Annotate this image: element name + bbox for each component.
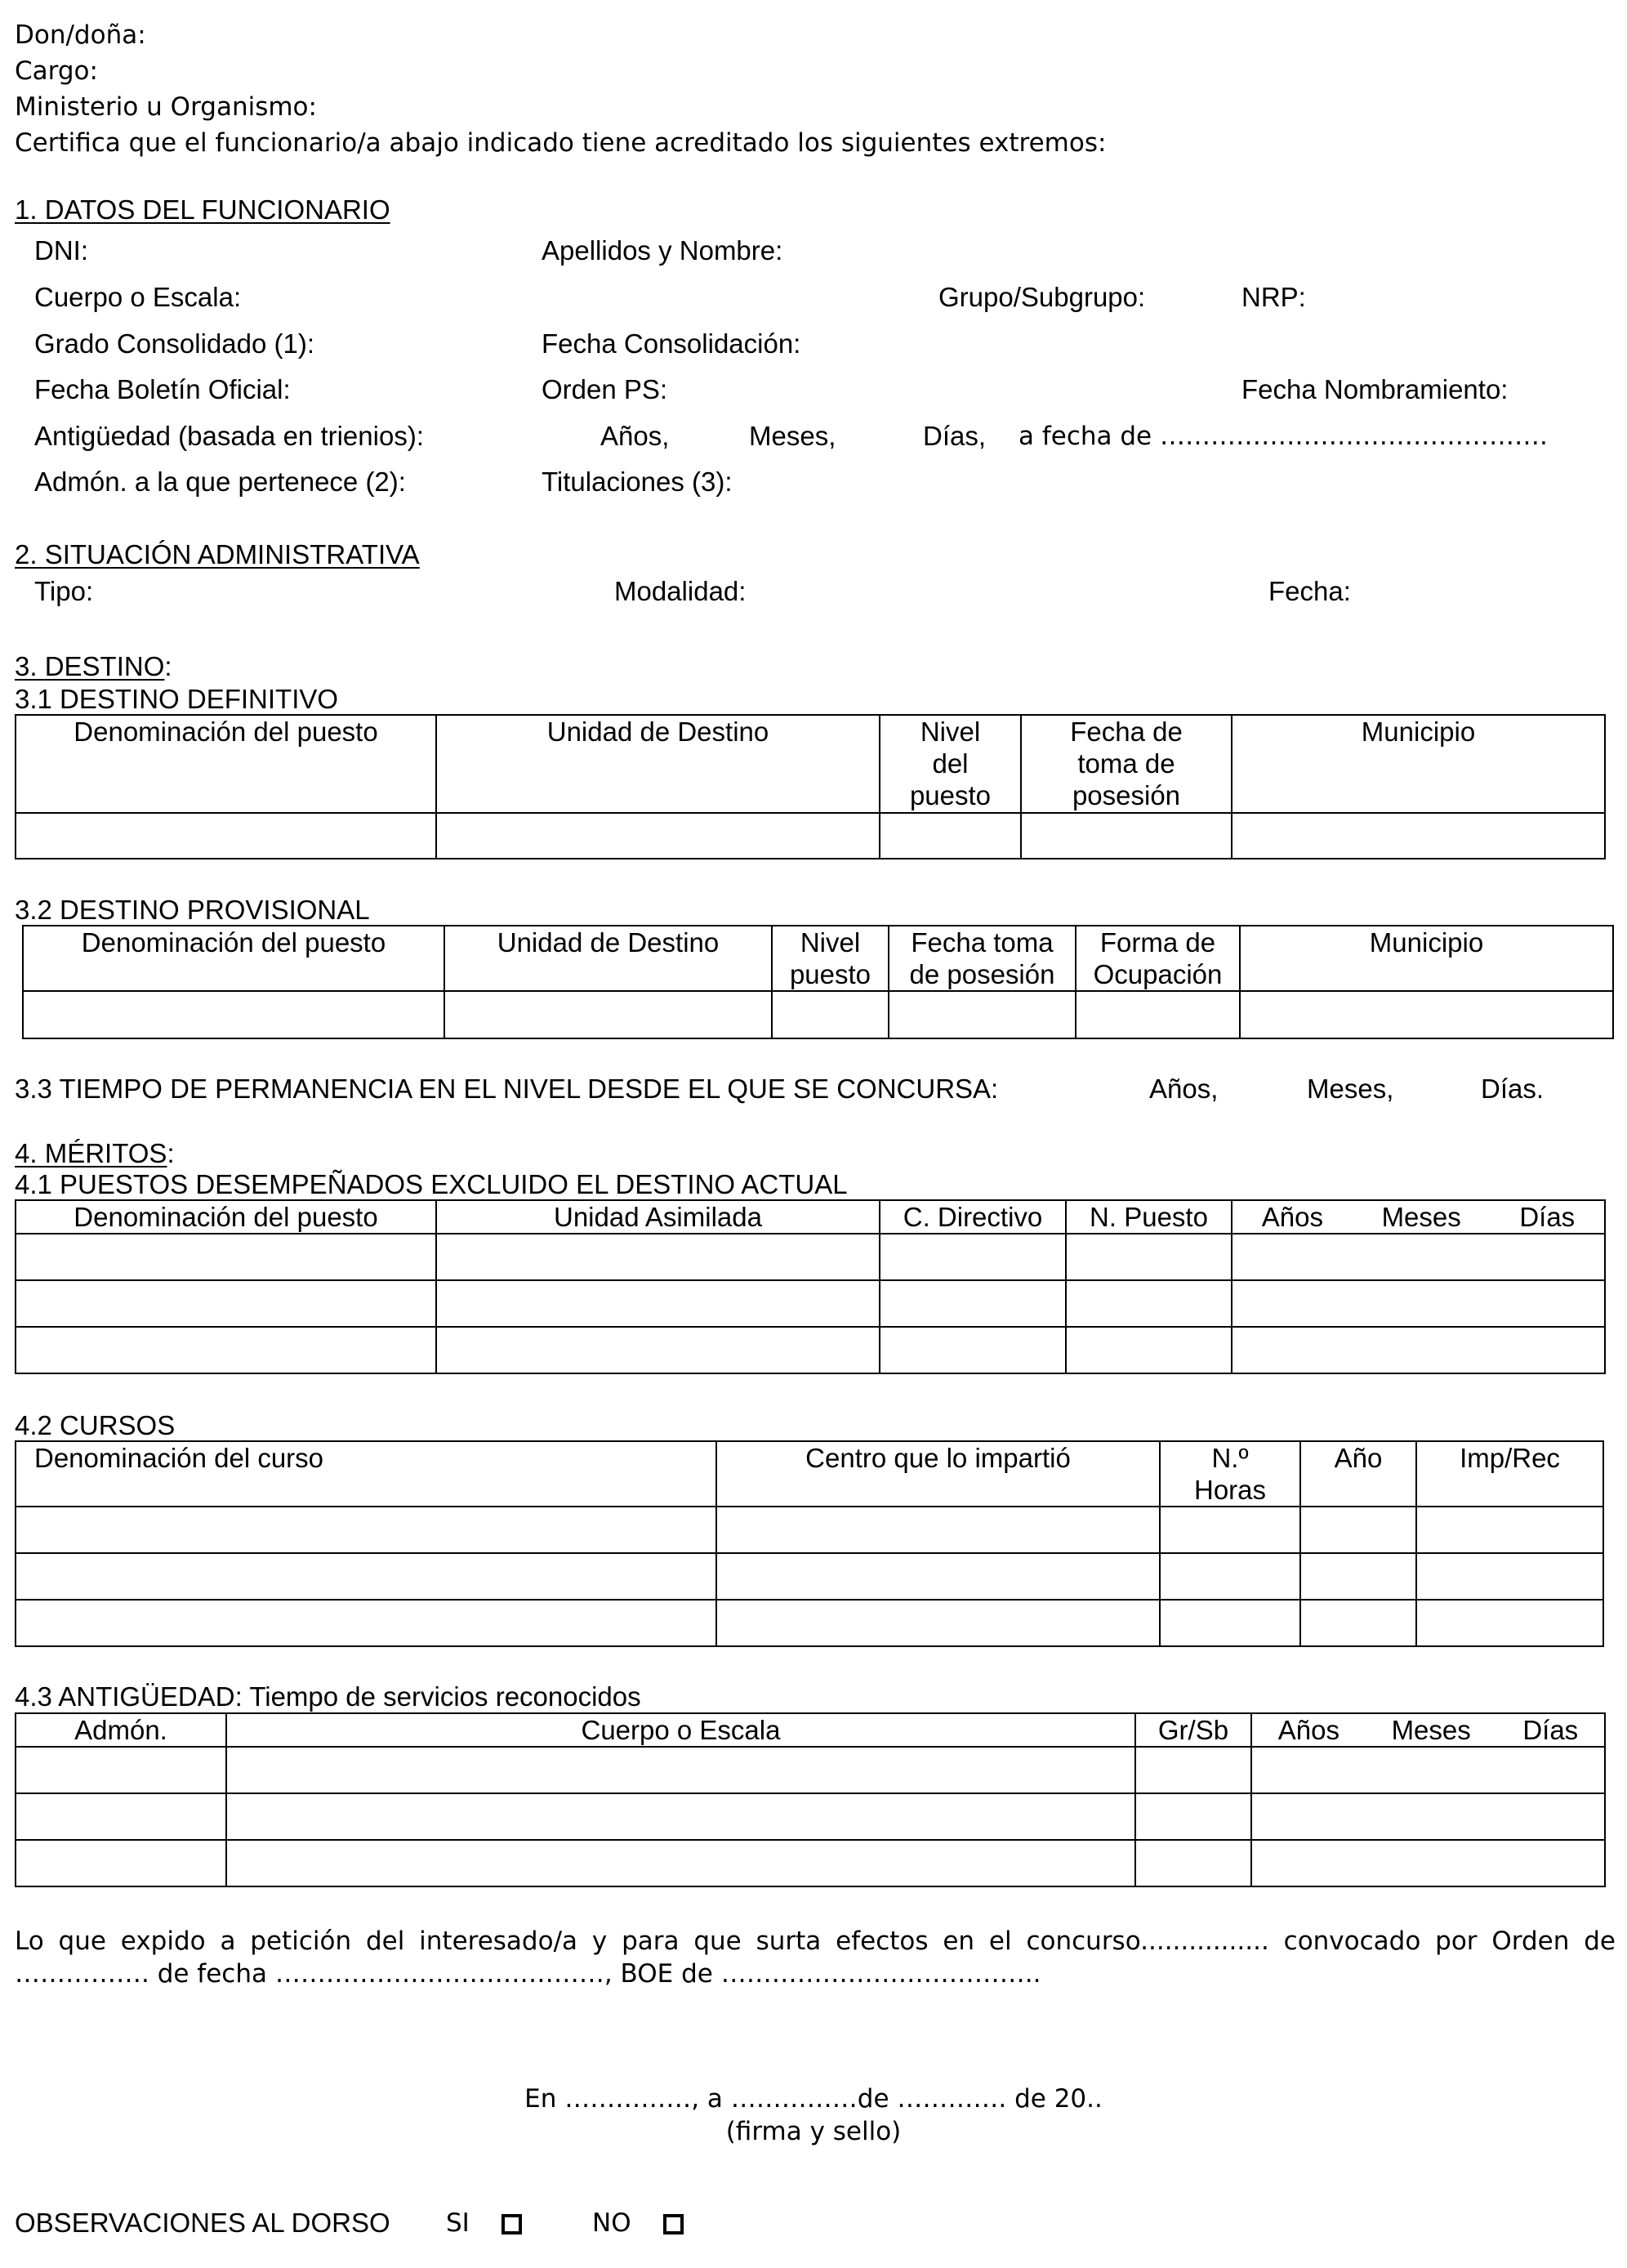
destino-provisional-title: 3.2 DESTINO PROVISIONAL [15, 895, 370, 925]
header-cell: Centro que lo impartió [716, 1441, 1160, 1507]
don-dona-label: Don/doña: [15, 20, 146, 50]
section-3-heading [15, 650, 172, 683]
meses-header: Meses [1381, 1202, 1461, 1232]
input-cell[interactable] [1066, 1280, 1232, 1327]
header-cell: Unidad de Destino [444, 926, 772, 991]
input-cell[interactable] [1160, 1507, 1300, 1553]
table-row [16, 1553, 1603, 1600]
observaciones-label: OBSERVACIONES AL DORSO [15, 2208, 390, 2238]
permanencia-dias: Días. [1481, 1074, 1545, 1104]
header-cell: Forma de Ocupación [1076, 926, 1240, 991]
header-cell: Cuerpo o Escala [226, 1713, 1135, 1747]
input-cell[interactable] [1240, 991, 1613, 1038]
grado-consolidado-label: Grado Consolidado (1): [34, 328, 315, 359]
header-cell: Nivel puesto [772, 926, 889, 991]
antiguedad-dias: Días, [923, 421, 987, 451]
section-4-title: MÉRITOS [44, 1138, 167, 1168]
header-cell: Imp/Rec [1416, 1441, 1603, 1507]
header-cell: Unidad Asimilada [436, 1200, 880, 1234]
input-cell[interactable] [1232, 1327, 1605, 1373]
input-cell[interactable] [1416, 1600, 1603, 1646]
section-2-title: SITUACIÓN ADMINISTRATIVA [44, 539, 420, 569]
antiguedad-label: Antigüedad (basada en trienios): [34, 421, 424, 451]
input-cell[interactable] [436, 1327, 880, 1373]
input-cell[interactable] [716, 1507, 1160, 1553]
antiguedad-anos: Años, [600, 421, 670, 451]
lugar-fecha-line: En ……………, a ……………de …………. de 20.. [524, 2084, 1103, 2114]
meses-header: Meses [1391, 1715, 1471, 1745]
table-row [16, 1327, 1605, 1373]
puestos-desempenados-title: 4.1 PUESTOS DESEMPEÑADOS EXCLUIDO EL DESTINO ACTUAL [15, 1169, 848, 1199]
input-cell[interactable] [16, 813, 436, 859]
cursos-title: 4.2 CURSOS [15, 1410, 176, 1440]
input-cell[interactable] [444, 991, 772, 1038]
input-cell[interactable] [16, 1280, 436, 1327]
cursos-table [15, 1440, 1604, 1647]
nrp-label: NRP: [1241, 282, 1306, 312]
cuerpo-escala-label: Cuerpo o Escala: [34, 282, 242, 312]
ministerio-label: Ministerio u Organismo: [15, 92, 317, 122]
input-cell[interactable] [1160, 1600, 1300, 1646]
table-row [16, 1793, 1605, 1840]
header-cell [1232, 1200, 1605, 1234]
input-cell[interactable] [226, 1840, 1135, 1886]
firma-sello-label: (firma y sello) [725, 2117, 902, 2146]
input-cell[interactable] [772, 991, 889, 1038]
permanencia-anos: Años, [1149, 1074, 1219, 1104]
table-row [16, 1507, 1603, 1553]
input-cell[interactable] [880, 1234, 1066, 1280]
header-cell: Admón. [16, 1713, 226, 1747]
anos-header: Años [1277, 1715, 1339, 1745]
table-row [23, 991, 1613, 1038]
section-4-colon: : [167, 1138, 175, 1168]
fecha-nombramiento-label: Fecha Nombramiento: [1241, 374, 1509, 404]
input-cell[interactable] [1300, 1600, 1416, 1646]
si-label: SI [446, 2208, 470, 2238]
input-cell[interactable] [23, 991, 444, 1038]
section-3-colon: : [164, 651, 172, 681]
fecha-boletin-label: Fecha Boletín Oficial: [34, 374, 291, 404]
no-option[interactable] [592, 2207, 684, 2239]
section-3-title: DESTINO [44, 651, 165, 681]
input-cell[interactable] [1021, 813, 1232, 859]
input-cell[interactable] [880, 1327, 1066, 1373]
certifica-text: Certifica que el funcionario/a abajo indicado tiene acreditado los siguientes extremos: [15, 128, 1107, 158]
input-cell[interactable] [1135, 1793, 1251, 1840]
input-cell[interactable] [16, 1507, 716, 1553]
no-label: NO [592, 2208, 631, 2238]
fecha-consolidacion-label: Fecha Consolidación: [542, 328, 801, 359]
section-1-title: DATOS DEL FUNCIONARIO [44, 194, 390, 225]
header-cell: Municipio [1232, 715, 1605, 813]
section-3-number: 3. [15, 651, 38, 681]
titulaciones-label: Titulaciones (3): [542, 467, 733, 497]
input-cell[interactable] [1232, 813, 1605, 859]
si-checkbox[interactable] [501, 2214, 522, 2235]
destino-definitivo-title: 3.1 DESTINO DEFINITIVO [15, 684, 339, 714]
section-4-heading [15, 1137, 175, 1170]
input-cell[interactable] [1135, 1840, 1251, 1886]
dni-label: DNI: [34, 235, 88, 266]
input-cell[interactable] [16, 1793, 226, 1840]
input-cell[interactable] [1232, 1234, 1605, 1280]
header-cell: Denominación del puesto [23, 926, 444, 991]
section-1-number: 1. [15, 194, 38, 225]
input-cell[interactable] [16, 1327, 436, 1373]
input-cell[interactable] [1251, 1747, 1605, 1793]
input-cell[interactable] [1300, 1553, 1416, 1600]
table-row [16, 1747, 1605, 1793]
table-header-row [16, 1441, 1603, 1507]
no-checkbox[interactable] [663, 2214, 684, 2235]
expido-text-line-1: Lo que expido a petición del interesado/a y para que surta efectos en el concurso................ convocado por Orden de [15, 1926, 1616, 1956]
admon-pertenece-label: Admón. a la que pertenece (2): [34, 467, 406, 497]
input-cell[interactable] [1076, 991, 1240, 1038]
fecha-situacion-label: Fecha: [1268, 576, 1351, 606]
grupo-subgrupo-label: Grupo/Subgrupo: [938, 282, 1146, 312]
table-row [16, 1600, 1603, 1646]
input-cell[interactable] [1251, 1793, 1605, 1840]
input-cell[interactable] [880, 1280, 1066, 1327]
input-cell[interactable] [1135, 1747, 1251, 1793]
anos-header: Años [1261, 1202, 1323, 1232]
header-cell: Nivel del puesto [880, 715, 1021, 813]
antiguedad-servicios-table [15, 1712, 1606, 1887]
input-cell[interactable] [436, 813, 880, 859]
section-2-number: 2. [15, 539, 38, 569]
header-cell: N. Puesto [1066, 1200, 1232, 1234]
input-cell[interactable] [880, 813, 1021, 859]
table-header-row [16, 715, 1605, 813]
cargo-label: Cargo: [15, 56, 98, 86]
header-cell: Fecha toma de posesión [889, 926, 1076, 991]
dias-header: Días [1519, 1202, 1576, 1232]
header-cell: C. Directivo [880, 1200, 1066, 1234]
header-cell: Denominación del curso [16, 1441, 716, 1507]
header-cell: Gr/Sb [1135, 1713, 1251, 1747]
table-row [16, 1840, 1605, 1886]
table-header-row [16, 1713, 1605, 1747]
permanencia-meses: Meses, [1307, 1074, 1394, 1104]
tipo-label: Tipo: [34, 576, 94, 606]
input-cell[interactable] [716, 1553, 1160, 1600]
input-cell[interactable] [1066, 1234, 1232, 1280]
input-cell[interactable] [1160, 1553, 1300, 1600]
input-cell[interactable] [1251, 1840, 1605, 1886]
input-cell[interactable] [16, 1747, 226, 1793]
input-cell[interactable] [889, 991, 1076, 1038]
input-cell[interactable] [1300, 1507, 1416, 1553]
expido-text-line-2: ……………. de fecha …………………………………, BOE de ……………………………….. [15, 1959, 1041, 1989]
input-cell[interactable] [716, 1600, 1160, 1646]
input-cell[interactable] [1232, 1280, 1605, 1327]
puestos-desempenados-table [15, 1199, 1606, 1374]
header-cell: Denominación del puesto [16, 715, 436, 813]
dias-header: Días [1522, 1715, 1579, 1745]
header-cell: Denominación del puesto [16, 1200, 436, 1234]
table-header-row [16, 1200, 1605, 1234]
table-header-row [23, 926, 1613, 991]
input-cell[interactable] [1416, 1507, 1603, 1553]
table-row [16, 1280, 1605, 1327]
input-cell[interactable] [436, 1234, 880, 1280]
destino-provisional-table [22, 925, 1614, 1039]
antiguedad-a-fecha: a fecha de ………………………………………. [1019, 422, 1548, 451]
header-cell: N.º Horas [1160, 1441, 1300, 1507]
antiguedad-meses: Meses, [749, 421, 836, 451]
destino-definitivo-table [15, 714, 1606, 859]
input-cell[interactable] [16, 1234, 436, 1280]
header-cell: Año [1300, 1441, 1416, 1507]
input-cell[interactable] [226, 1793, 1135, 1840]
antiguedad-servicios-title: 4.3 ANTIGÜEDAD: Tiempo de servicios reconocidos [15, 1681, 641, 1712]
input-cell[interactable] [226, 1747, 1135, 1793]
header-cell: Fecha de toma de posesión [1021, 715, 1232, 813]
modalidad-label: Modalidad: [614, 576, 747, 606]
si-option[interactable] [446, 2207, 522, 2239]
input-cell[interactable] [16, 1553, 716, 1600]
section-1-heading [15, 194, 390, 226]
table-row [16, 1234, 1605, 1280]
input-cell[interactable] [16, 1840, 226, 1886]
orden-ps-label: Orden PS: [542, 374, 668, 404]
section-2-heading [15, 538, 420, 571]
input-cell[interactable] [436, 1280, 880, 1327]
header-cell [1251, 1713, 1605, 1747]
table-row [16, 813, 1605, 859]
header-cell: Unidad de Destino [436, 715, 880, 813]
input-cell[interactable] [1066, 1327, 1232, 1373]
input-cell[interactable] [1416, 1553, 1603, 1600]
input-cell[interactable] [16, 1600, 716, 1646]
tiempo-permanencia-title: 3.3 TIEMPO DE PERMANENCIA EN EL NIVEL DESDE EL QUE SE CONCURSA: [15, 1074, 999, 1104]
apellidos-nombre-label: Apellidos y Nombre: [542, 235, 783, 266]
header-cell: Municipio [1240, 926, 1613, 991]
section-4-number: 4. [15, 1138, 38, 1168]
